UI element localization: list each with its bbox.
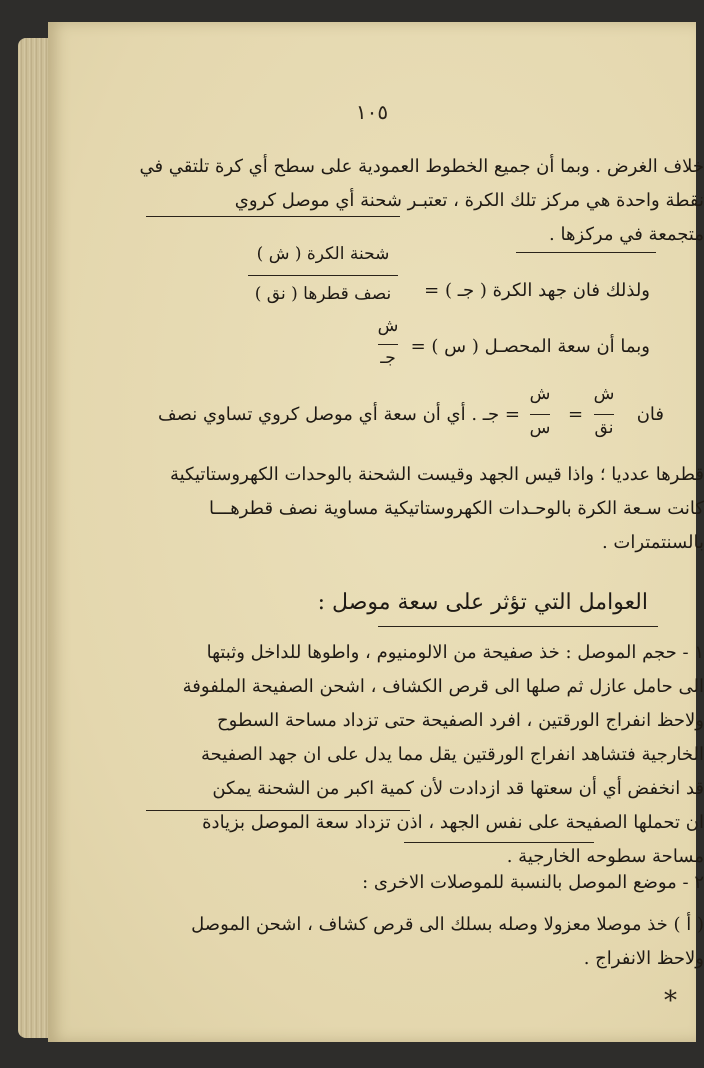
text-line: بالسنتمترات . [601,532,704,553]
item-2a-paragraph [144,908,704,976]
text-line: الخارجية فتشاهد انفراج الورقتين يقل مما يدل على ان جهد الصفيحة [200,744,704,765]
equation-potential-label: ولذلك فان جهد الكرة ( جـ ) = [424,280,650,301]
text-line: كانت سـعة الكرة بالوحـدات الكهروستاتيكية مساوية نصف قطرهـــا [208,498,704,519]
equals-sign: = [568,404,584,425]
underline [146,216,400,217]
fraction-bar [594,414,614,415]
item-1-paragraph [144,636,704,874]
section-heading: العوامل التي تؤثر على سعة موصل : [317,590,648,615]
underline [146,810,410,811]
text-line: متجمعة في مركزها . [549,224,704,245]
fraction-denominator: جـ [380,348,396,368]
fraction-bar [530,414,550,415]
item-2-title [144,866,704,900]
fraction-bar [248,275,398,276]
underline [516,252,656,253]
fraction-numerator: ش [529,384,551,404]
fraction-denominator: نصف قطرها ( نق ) [254,284,392,304]
equation-therefore-word: فان [636,404,664,425]
fraction-numerator: ش [593,384,615,404]
text-line: الى حامل عازل ثم صلها الى قرص الكشاف ، اشحن الصفيحة الملفوفة [182,676,704,697]
equation-conclusion-text: = جـ . أي أن سعة أي موصل كروي تساوي نصف [158,404,520,425]
text-line: ولاحظ الانفراج . [583,948,704,969]
text-line: مساحة سطوحه الخارجية . [506,846,704,867]
fraction-numerator: شحنة الكرة ( ش ) [256,244,390,264]
text-line: قطرها عدديا ؛ واذا قيس الجهد وقيست الشحنة بالوحدات الكهروستاتيكية [169,464,704,485]
paragraph-2 [144,458,704,560]
page-number: ١٠٥ [355,100,389,124]
paragraph-1 [139,150,704,252]
fraction-numerator: ش [377,316,399,336]
fraction-denominator: نق [594,418,614,438]
text-line: ( أ ) خذ موصلا معزولا وصله بسلك الى قرص كشاف ، اشحن الموصل [191,914,704,935]
text-line: ان تحملها الصفيحة على نفس الجهد ، اذن تزداد سعة الموصل بزيادة [202,812,704,833]
text-line: ١ - حجم الموصل : خذ صفيحة من الالومنيوم ، واطوها للداخل وثبتها [206,642,704,663]
heading-underline [378,626,658,627]
text-line: ولاحظ انفراج الورقتين ، افرد الصفيحة حتى تزداد مساحة السطوح [217,710,704,731]
asterisk-mark: * [664,986,677,1016]
text-line: ٢ - موضع الموصل بالنسبة للموصلات الاخرى : [362,872,704,893]
text-line: نقطة واحدة هي مركز تلك الكرة ، تعتبـر شحنة أي موصل كروي [234,190,704,211]
text-line: خلاف الغرض . وبما أن جميع الخطوط العمودية على سطح أي كرة تلتقي في [139,156,704,177]
fraction-denominator: س [529,418,551,438]
underline [404,842,594,843]
equation-capacity-label: وبما أن سعة المحصـل ( س ) = [410,336,650,357]
text-line: قد انخفض أي أن سعتها قد ازدادت لأن كمية اكبر من الشحنة يمكن [212,778,704,799]
book-page [48,22,704,1042]
fraction-bar [378,344,398,345]
